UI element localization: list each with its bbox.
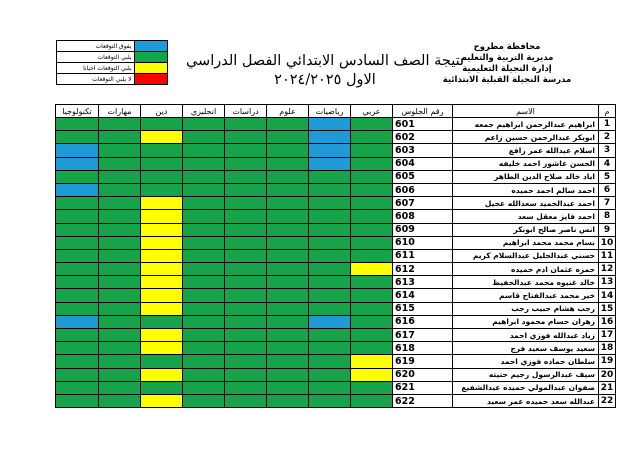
- grade-cell: [225, 157, 267, 170]
- grade-cell: [351, 342, 393, 355]
- grade-cell: [267, 144, 309, 157]
- grade-cell: [267, 183, 309, 196]
- grade-cell: [309, 302, 351, 315]
- grade-cell: [141, 183, 183, 196]
- table-row: [56, 342, 616, 355]
- grade-cell: [56, 249, 99, 262]
- table-row: [56, 170, 616, 183]
- column-header: مهارات: [99, 105, 141, 118]
- grade-cell: [56, 157, 99, 170]
- grade-cell: [141, 249, 183, 262]
- color-legend: [56, 40, 168, 85]
- table-row: [56, 118, 616, 131]
- seat-number: 603: [393, 144, 453, 157]
- grade-cell: [351, 157, 393, 170]
- grade-cell: [56, 197, 99, 210]
- results-table: [55, 104, 616, 408]
- grade-cell: [351, 144, 393, 157]
- row-number: 11: [599, 249, 616, 262]
- table-row: [56, 249, 616, 262]
- grade-cell: [141, 157, 183, 170]
- grade-cell: [351, 236, 393, 249]
- grade-cell: [309, 381, 351, 394]
- row-number: 5: [599, 170, 616, 183]
- grade-cell: [267, 223, 309, 236]
- grade-cell: [141, 236, 183, 249]
- grade-cell: [267, 170, 309, 183]
- table-row: [56, 157, 616, 170]
- grade-cell: [225, 394, 267, 407]
- grade-cell: [99, 329, 141, 342]
- grade-cell: [56, 355, 99, 368]
- table-header-row: [56, 105, 616, 118]
- row-number: 21: [599, 381, 616, 394]
- grade-cell: [309, 315, 351, 328]
- seat-number: 616: [393, 315, 453, 328]
- row-number: 22: [599, 394, 616, 407]
- grade-cell: [309, 210, 351, 223]
- grade-cell: [351, 183, 393, 196]
- student-name: رجب هشام حبيب رجب: [453, 302, 599, 315]
- grade-cell: [56, 289, 99, 302]
- grade-cell: [56, 118, 99, 131]
- grade-cell: [141, 263, 183, 276]
- grade-cell: [309, 118, 351, 131]
- grade-cell: [309, 329, 351, 342]
- governorate-line: محافظة مطروح: [473, 42, 541, 52]
- grade-cell: [141, 223, 183, 236]
- grade-cell: [225, 118, 267, 131]
- seat-number: 611: [393, 249, 453, 262]
- grade-cell: [141, 394, 183, 407]
- seat-number: 618: [393, 342, 453, 355]
- grade-cell: [56, 394, 99, 407]
- grade-cell: [99, 183, 141, 196]
- grade-cell: [99, 249, 141, 262]
- table-row: [56, 131, 616, 144]
- grade-cell: [267, 210, 309, 223]
- legend-swatch: [134, 41, 167, 52]
- table-row: [56, 329, 616, 342]
- school-line: مدرسة النجيلة القبلية الابتدائية: [442, 75, 572, 85]
- row-number: 7: [599, 197, 616, 210]
- grade-cell: [99, 368, 141, 381]
- grade-cell: [141, 289, 183, 302]
- grade-cell: [99, 210, 141, 223]
- seat-number: 614: [393, 289, 453, 302]
- student-name: احمد سالم احمد حميده: [453, 183, 599, 196]
- grade-cell: [225, 210, 267, 223]
- seat-number: 607: [393, 197, 453, 210]
- row-number: 2: [599, 131, 616, 144]
- page-title: [185, 52, 465, 90]
- grade-cell: [351, 329, 393, 342]
- grade-cell: [141, 355, 183, 368]
- grade-cell: [309, 355, 351, 368]
- grade-cell: [309, 394, 351, 407]
- grade-cell: [183, 131, 225, 144]
- grade-cell: [56, 276, 99, 289]
- row-number: 9: [599, 223, 616, 236]
- seat-number: 619: [393, 355, 453, 368]
- grade-cell: [99, 276, 141, 289]
- legend-label: يلبي التوقعات: [57, 52, 135, 63]
- grade-cell: [99, 302, 141, 315]
- legend-row: [57, 52, 168, 63]
- grade-cell: [267, 302, 309, 315]
- row-number: 20: [599, 368, 616, 381]
- grade-cell: [183, 342, 225, 355]
- seat-number: 602: [393, 131, 453, 144]
- grade-cell: [225, 276, 267, 289]
- grade-cell: [56, 302, 99, 315]
- grade-cell: [56, 329, 99, 342]
- row-number: 4: [599, 157, 616, 170]
- grade-cell: [56, 263, 99, 276]
- grade-cell: [351, 118, 393, 131]
- student-name: خالد غنيوه محمد عبدالحفيظ: [453, 276, 599, 289]
- grade-cell: [141, 197, 183, 210]
- grade-cell: [351, 210, 393, 223]
- grade-cell: [225, 236, 267, 249]
- grade-cell: [183, 210, 225, 223]
- grade-cell: [351, 355, 393, 368]
- row-number: 12: [599, 263, 616, 276]
- row-number: 6: [599, 183, 616, 196]
- grade-cell: [183, 381, 225, 394]
- grade-cell: [309, 144, 351, 157]
- table-row: [56, 394, 616, 407]
- grade-cell: [99, 197, 141, 210]
- title-line-1: نتيجة الصف السادس الابتدائي الفصل الدراسي: [185, 53, 465, 69]
- student-name: زهران حسام محمود ابراهيم: [453, 315, 599, 328]
- student-name: زياد عبدالله فوزي احمد: [453, 329, 599, 342]
- grade-cell: [183, 118, 225, 131]
- seat-number: 621: [393, 381, 453, 394]
- table-row: [56, 381, 616, 394]
- table-row: [56, 302, 616, 315]
- column-header: م: [599, 105, 616, 118]
- student-name: ابراهيم عبدالرحمن ابراهيم جمعه: [453, 118, 599, 131]
- grade-cell: [225, 315, 267, 328]
- grade-cell: [99, 118, 141, 131]
- grade-cell: [351, 381, 393, 394]
- grade-cell: [141, 315, 183, 328]
- grade-cell: [225, 249, 267, 262]
- grade-cell: [141, 131, 183, 144]
- grade-cell: [99, 223, 141, 236]
- grade-cell: [141, 170, 183, 183]
- grade-cell: [183, 223, 225, 236]
- student-name: اياد خالد صلاح الدين الطاهر: [453, 170, 599, 183]
- grade-cell: [267, 394, 309, 407]
- legend-label: يفوق التوقعات: [57, 41, 135, 52]
- student-name: بسام محمد محمد ابراهيم: [453, 236, 599, 249]
- row-number: 19: [599, 355, 616, 368]
- grade-cell: [141, 276, 183, 289]
- grade-cell: [183, 368, 225, 381]
- grade-cell: [267, 329, 309, 342]
- grade-cell: [141, 381, 183, 394]
- legend-swatch: [134, 74, 167, 85]
- grade-cell: [183, 263, 225, 276]
- grade-cell: [99, 157, 141, 170]
- grade-cell: [309, 263, 351, 276]
- grade-cell: [309, 183, 351, 196]
- grade-cell: [99, 144, 141, 157]
- grade-cell: [56, 144, 99, 157]
- grade-cell: [351, 131, 393, 144]
- grade-cell: [56, 381, 99, 394]
- grade-cell: [351, 368, 393, 381]
- row-number: 14: [599, 289, 616, 302]
- grade-cell: [267, 118, 309, 131]
- grade-cell: [351, 223, 393, 236]
- grade-cell: [183, 302, 225, 315]
- legend-swatch: [134, 63, 167, 74]
- legend-row: [57, 63, 168, 74]
- student-name: خير محمد عبدالفتاح قاسم: [453, 289, 599, 302]
- seat-number: 622: [393, 394, 453, 407]
- grade-cell: [183, 276, 225, 289]
- seat-number: 615: [393, 302, 453, 315]
- grade-cell: [309, 368, 351, 381]
- grade-cell: [267, 276, 309, 289]
- grade-cell: [225, 131, 267, 144]
- column-header: انجليزي: [183, 105, 225, 118]
- table-row: [56, 355, 616, 368]
- grade-cell: [225, 263, 267, 276]
- column-header: رقم الجلوس: [393, 105, 453, 118]
- grade-cell: [267, 236, 309, 249]
- grade-cell: [225, 355, 267, 368]
- grade-cell: [183, 289, 225, 302]
- seat-number: 606: [393, 183, 453, 196]
- table-row: [56, 263, 616, 276]
- grade-cell: [351, 249, 393, 262]
- grade-cell: [99, 263, 141, 276]
- seat-number: 601: [393, 118, 453, 131]
- grade-cell: [267, 249, 309, 262]
- grade-cell: [99, 342, 141, 355]
- grade-cell: [225, 197, 267, 210]
- student-name: احمد فايز معقل سعد: [453, 210, 599, 223]
- column-header: علوم: [267, 105, 309, 118]
- grade-cell: [141, 368, 183, 381]
- grade-cell: [267, 342, 309, 355]
- grade-cell: [225, 170, 267, 183]
- grade-cell: [141, 144, 183, 157]
- grade-cell: [351, 315, 393, 328]
- row-number: 10: [599, 236, 616, 249]
- grade-cell: [56, 183, 99, 196]
- grade-cell: [56, 342, 99, 355]
- table-row: [56, 144, 616, 157]
- title-line-2: الاول ٢٠٢٤/٢٠٢٥: [274, 72, 376, 88]
- row-number: 8: [599, 210, 616, 223]
- grade-cell: [183, 236, 225, 249]
- row-number: 13: [599, 276, 616, 289]
- grade-cell: [267, 289, 309, 302]
- grade-cell: [56, 368, 99, 381]
- student-name: اسلام عبدالله عمر رافع: [453, 144, 599, 157]
- grade-cell: [183, 315, 225, 328]
- grade-cell: [225, 381, 267, 394]
- administration-line: إدارة النجيلة التعليمية: [462, 64, 552, 74]
- grade-cell: [309, 170, 351, 183]
- grade-cell: [183, 394, 225, 407]
- seat-number: 620: [393, 368, 453, 381]
- grade-cell: [99, 394, 141, 407]
- grade-cell: [141, 342, 183, 355]
- grade-cell: [351, 197, 393, 210]
- grade-cell: [225, 329, 267, 342]
- grade-cell: [183, 170, 225, 183]
- seat-number: 613: [393, 276, 453, 289]
- grade-cell: [309, 249, 351, 262]
- column-header: دين: [141, 105, 183, 118]
- grade-cell: [56, 170, 99, 183]
- grade-cell: [351, 263, 393, 276]
- grade-cell: [225, 302, 267, 315]
- column-header: عربي: [351, 105, 393, 118]
- table-row: [56, 223, 616, 236]
- grade-cell: [267, 355, 309, 368]
- seat-number: 612: [393, 263, 453, 276]
- legend-row: [57, 74, 168, 85]
- grade-cell: [141, 210, 183, 223]
- grade-cell: [183, 249, 225, 262]
- directorate-line: مديرية التربية والتعليم: [460, 53, 554, 63]
- student-name: صفوان عبدالمولي حميده عبدالشفيع: [453, 381, 599, 394]
- grade-cell: [309, 223, 351, 236]
- table-row: [56, 236, 616, 249]
- legend-swatch: [134, 52, 167, 63]
- student-name: حمزه عثمان ادم حميده: [453, 263, 599, 276]
- grade-cell: [183, 355, 225, 368]
- seat-number: 617: [393, 329, 453, 342]
- grade-cell: [183, 157, 225, 170]
- grade-cell: [183, 329, 225, 342]
- grade-cell: [267, 131, 309, 144]
- grade-cell: [309, 276, 351, 289]
- student-name: ابوبكر عبدالرحمن حسين زاعم: [453, 131, 599, 144]
- grade-cell: [351, 170, 393, 183]
- student-name: سلطان حماده فوزي احمد: [453, 355, 599, 368]
- grade-cell: [225, 289, 267, 302]
- row-number: 16: [599, 315, 616, 328]
- grade-cell: [351, 289, 393, 302]
- grade-cell: [183, 197, 225, 210]
- student-name: احمد عبدالحميد سعدالله عجيل: [453, 197, 599, 210]
- grade-cell: [183, 144, 225, 157]
- row-number: 17: [599, 329, 616, 342]
- grade-cell: [351, 302, 393, 315]
- grade-cell: [267, 381, 309, 394]
- column-header: دراسات: [225, 105, 267, 118]
- table-row: [56, 276, 616, 289]
- grade-cell: [267, 157, 309, 170]
- table-row: [56, 210, 616, 223]
- legend-label: يلبي التوقعات احيانا: [57, 63, 135, 74]
- grade-cell: [225, 342, 267, 355]
- seat-number: 609: [393, 223, 453, 236]
- grade-cell: [225, 368, 267, 381]
- seat-number: 604: [393, 157, 453, 170]
- grade-cell: [309, 197, 351, 210]
- grade-cell: [183, 183, 225, 196]
- grade-cell: [99, 289, 141, 302]
- grade-cell: [99, 315, 141, 328]
- grade-cell: [56, 210, 99, 223]
- grade-cell: [99, 170, 141, 183]
- grade-cell: [351, 276, 393, 289]
- student-name: سيف عبدالرسول رحيم حتيته: [453, 368, 599, 381]
- grade-cell: [309, 236, 351, 249]
- table-row: [56, 197, 616, 210]
- student-name: سعيد يوسف سعيد فرج: [453, 342, 599, 355]
- row-number: 18: [599, 342, 616, 355]
- grade-cell: [99, 236, 141, 249]
- seat-number: 608: [393, 210, 453, 223]
- grade-cell: [309, 342, 351, 355]
- row-number: 15: [599, 302, 616, 315]
- grade-cell: [309, 157, 351, 170]
- grade-cell: [141, 329, 183, 342]
- legend-label: لا يلبي التوقعات: [57, 74, 135, 85]
- grade-cell: [141, 118, 183, 131]
- table-row: [56, 315, 616, 328]
- grade-cell: [225, 144, 267, 157]
- grade-cell: [141, 302, 183, 315]
- legend-row: [57, 41, 168, 52]
- grade-cell: [56, 223, 99, 236]
- table-row: [56, 289, 616, 302]
- seat-number: 610: [393, 236, 453, 249]
- grade-cell: [267, 197, 309, 210]
- grade-cell: [225, 183, 267, 196]
- student-name: عبدالله سعد حميده عمر سعيد: [453, 394, 599, 407]
- grade-cell: [56, 315, 99, 328]
- grade-cell: [225, 223, 267, 236]
- row-number: 3: [599, 144, 616, 157]
- grade-cell: [351, 394, 393, 407]
- column-header: رياضيات: [309, 105, 351, 118]
- grade-cell: [56, 236, 99, 249]
- row-number: 1: [599, 118, 616, 131]
- student-name: حسني عبدالجليل عبدالسلام كريم: [453, 249, 599, 262]
- grade-cell: [99, 381, 141, 394]
- student-name: انس ناصر صالح ابوبكر: [453, 223, 599, 236]
- grade-cell: [267, 368, 309, 381]
- seat-number: 605: [393, 170, 453, 183]
- grade-cell: [99, 355, 141, 368]
- table-row: [56, 368, 616, 381]
- column-header: الاسم: [453, 105, 599, 118]
- student-name: الحسن عاشور احمد خليفه: [453, 157, 599, 170]
- table-row: [56, 183, 616, 196]
- grade-cell: [309, 289, 351, 302]
- grade-cell: [56, 131, 99, 144]
- grade-cell: [309, 131, 351, 144]
- grade-cell: [267, 263, 309, 276]
- grade-cell: [267, 315, 309, 328]
- grade-cell: [99, 131, 141, 144]
- column-header: تكنولوجيا: [56, 105, 99, 118]
